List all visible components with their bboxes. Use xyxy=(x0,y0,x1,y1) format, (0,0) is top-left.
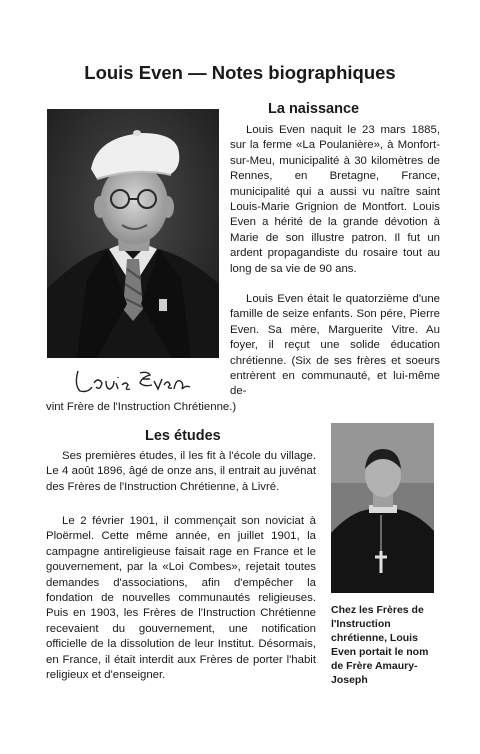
novice-photo xyxy=(331,423,434,593)
paragraph-etudes-2: Le 2 février 1901, il commençait son noviciat à Ploërmel. Cette même année, en juillet 1901, la campagne antireligieuse faisait rage en France et le gouvernement, par la «Loi Combes», rejetait toutes demandes d'associations, afin d'empêcher la fondation de nouvelles communautés religieuses. Puis en 1903, les Frères de l'Instruction Chrétienne recevaient du gouvernement, une notification officielle de la dissolution de leur Institut. Désormais, en France, il était interdit aux Frères de porter l'habit religieux et d'enseigner. xyxy=(46,515,316,682)
paragraph-naissance-1: Louis Even naquit le 23 mars 1885, sur la ferme «La Poulanière», à Monfort-sur-Meu, municipalité à 30 kilomètres de Rennes, en Bretagne, France, municipalité qui a aussi vu naître saint Louis-Marie Grignion de Montfort. Louis Even a hérité de la grande dévotion à Marie de son illustre patron. Il fut un ardent propagandiste du rosaire tout au long de sa vie de 90 ans. xyxy=(230,124,440,275)
novice-illustration xyxy=(331,423,434,593)
signature-image xyxy=(70,363,200,399)
paragraph-naissance-2-tail xyxy=(46,400,440,416)
page-title: Louis Even — Notes biographiques xyxy=(84,62,396,83)
paragraph-naissance-2-continuation: vint Frère de l'Instruction Chrétienne.) xyxy=(46,401,237,413)
paragraph-naissance-2: Louis Even était le quatorzième d'une famille de seize enfants. Son pére, Pierre Even. Sa mère, Marguerite Vitre. Au foyer, il reçut une solide éducation chrétienne. (Six de ses frères et soeurs entrèrent en communauté, et lui-même de- xyxy=(230,293,440,398)
paragraph-naissance-2-top xyxy=(230,292,440,400)
photo-caption: Chez les Frères de l'Instruction chrétienne, Louis Even portait le nom de Frère Amaury-Joseph xyxy=(331,604,429,686)
paragraph-etudes-1: Ses premières études, il les fit à l'école du village. Le 4 août 1896, âgé de onze ans, il entrait au juvénat des Frères de l'Instruction Chrétienne, à Livré. xyxy=(46,450,316,493)
heading-les-etudes: Les études xyxy=(145,428,221,444)
portrait-illustration xyxy=(47,109,219,358)
portrait-photo xyxy=(47,109,219,358)
heading-la-naissance: La naissance xyxy=(268,101,360,117)
